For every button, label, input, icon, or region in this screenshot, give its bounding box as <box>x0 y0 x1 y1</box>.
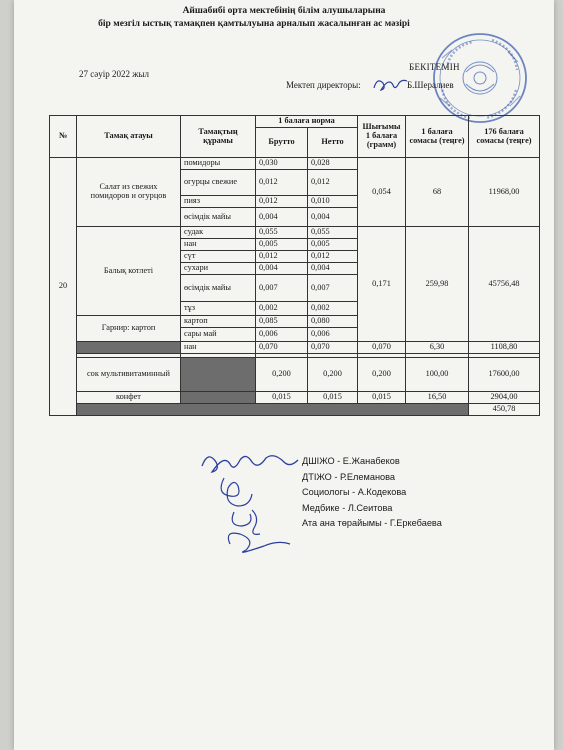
signatory: ДШІЖО - Е.Жанабеков <box>302 456 400 466</box>
header-cost1: 1 балаға сомасы (теңге) <box>406 116 469 158</box>
ingredient: судак <box>181 227 256 239</box>
ingredient: помидоры <box>181 158 256 170</box>
brutto-value: 0,006 <box>256 328 308 342</box>
cost1-value: 259,98 <box>406 227 469 342</box>
cost1-value: 68 <box>406 158 469 227</box>
dish-name: конфет <box>77 392 181 404</box>
header-usage: Шығымы 1 балаға (грамм) <box>358 116 406 158</box>
cost1-value: 16,50 <box>406 392 469 404</box>
row-number: 20 <box>50 158 77 416</box>
ingredient: сухари <box>181 263 256 275</box>
director-label: Мектеп директоры: <box>286 80 361 90</box>
brutto-value: 0,012 <box>256 170 308 196</box>
shaded-cell <box>77 342 181 354</box>
usage-value: 0,070 <box>358 342 406 354</box>
brutto-value: 0,004 <box>256 263 308 275</box>
signatory: Социологы - А.Кодекова <box>302 487 407 497</box>
title-line-2: бір мезгіл ыстық тамақпен қамтылуына арналып жасалынған ас мәзірі <box>98 19 410 29</box>
netto-value: 0,004 <box>308 208 358 227</box>
ingredient: өсімдік майы <box>181 275 256 302</box>
header-brutto: Брутто <box>256 128 308 158</box>
cost1-value: 6,30 <box>406 342 469 354</box>
brutto-value: 0,004 <box>256 208 308 227</box>
netto-value: 0,002 <box>308 302 358 316</box>
netto-value: 0,004 <box>308 263 358 275</box>
ingredient: нан <box>181 342 256 354</box>
netto-value: 0,005 <box>308 239 358 251</box>
header-num: № <box>50 116 77 158</box>
ingredient: тұз <box>181 302 256 316</box>
cost176-value: 11968,00 <box>469 158 540 227</box>
dish-name: Балық котлеті <box>77 227 181 316</box>
cost176-value: 2904,00 <box>469 392 540 404</box>
table-row <box>50 392 540 404</box>
table-row <box>50 358 540 392</box>
signatories-list <box>302 454 442 532</box>
cost176-value: 17600,00 <box>469 358 540 392</box>
brutto-value: 0,070 <box>256 342 308 354</box>
brutto-value: 0,005 <box>256 239 308 251</box>
signatory: ДТІЖО - Р.Елеманова <box>302 471 396 482</box>
netto-value: 0,080 <box>308 316 358 328</box>
total-cost1: 450,78 <box>469 404 540 416</box>
table-row <box>50 158 540 170</box>
netto-value: 0,055 <box>308 227 358 239</box>
director-name: Б.Шералиев <box>407 80 454 90</box>
netto-value: 0,010 <box>308 196 358 208</box>
cost176-value: 45756,48 <box>469 227 540 342</box>
usage-value: 0,200 <box>358 358 406 392</box>
brutto-value: 0,015 <box>256 392 308 404</box>
brutto-value: 0,012 <box>256 196 308 208</box>
netto-value: 0,012 <box>308 170 358 196</box>
shaded-cell <box>181 358 256 392</box>
menu-table <box>49 115 540 416</box>
table-row <box>50 342 540 354</box>
dish-name: Гарнир: картоп <box>77 316 181 342</box>
netto-value: 0,012 <box>308 251 358 263</box>
brutto-value: 0,012 <box>256 251 308 263</box>
document-page <box>14 0 554 750</box>
usage-value: 0,015 <box>358 392 406 404</box>
signatures-handwritten <box>194 448 309 558</box>
cost176-value: 1108,80 <box>469 342 540 354</box>
ingredient: сүт <box>181 251 256 263</box>
brutto-value: 0,002 <box>256 302 308 316</box>
header-cost176: 176 балаға сомасы (теңге) <box>469 116 540 158</box>
shaded-cell <box>77 404 469 416</box>
brutto-value: 0,030 <box>256 158 308 170</box>
shaded-cell <box>181 392 256 404</box>
signatory: Медбике - Л.Сеитова <box>302 502 393 513</box>
usage-value: 0,054 <box>358 158 406 227</box>
brutto-value: 0,200 <box>256 358 308 392</box>
total-row <box>50 404 540 416</box>
ingredient: нан <box>181 239 256 251</box>
netto-value: 0,070 <box>308 342 358 354</box>
header-netto: Нетто <box>308 128 358 158</box>
header-norm: 1 балаға норма <box>256 116 358 128</box>
brutto-value: 0,085 <box>256 316 308 328</box>
dish-name: Салат из свежих помидоров и огурцов <box>77 158 181 227</box>
netto-value: 0,015 <box>308 392 358 404</box>
table-row <box>50 227 540 239</box>
netto-value: 0,006 <box>308 328 358 342</box>
ingredient: сары май <box>181 328 256 342</box>
official-seal-stamp <box>422 28 532 126</box>
header-dish: Тамақ атауы <box>77 116 181 158</box>
brutto-value: 0,007 <box>256 275 308 302</box>
header-composition: Тамақтың құрамы <box>181 116 256 158</box>
netto-value: 0,200 <box>308 358 358 392</box>
cost1-value: 100,00 <box>406 358 469 392</box>
netto-value: 0,007 <box>308 275 358 302</box>
ingredient: огурцы свежие <box>181 170 256 196</box>
usage-value: 0,171 <box>358 227 406 342</box>
signatory: Ата ана төрайымы - Г.Еркебаева <box>302 518 442 528</box>
ingredient: пияз <box>181 196 256 208</box>
netto-value: 0,028 <box>308 158 358 170</box>
approve-label: БЕКІТЕМІН <box>409 62 460 72</box>
document-date: 27 сәуір 2022 жыл <box>79 69 149 79</box>
director-signature <box>371 73 411 95</box>
dish-name: сок мультивитаминный <box>77 358 181 392</box>
ingredient: картоп <box>181 316 256 328</box>
ingredient: өсімдік майы <box>181 208 256 227</box>
brutto-value: 0,055 <box>256 227 308 239</box>
title-line-1: Айшабибі орта мектебінің білім алушыларына <box>182 6 386 16</box>
